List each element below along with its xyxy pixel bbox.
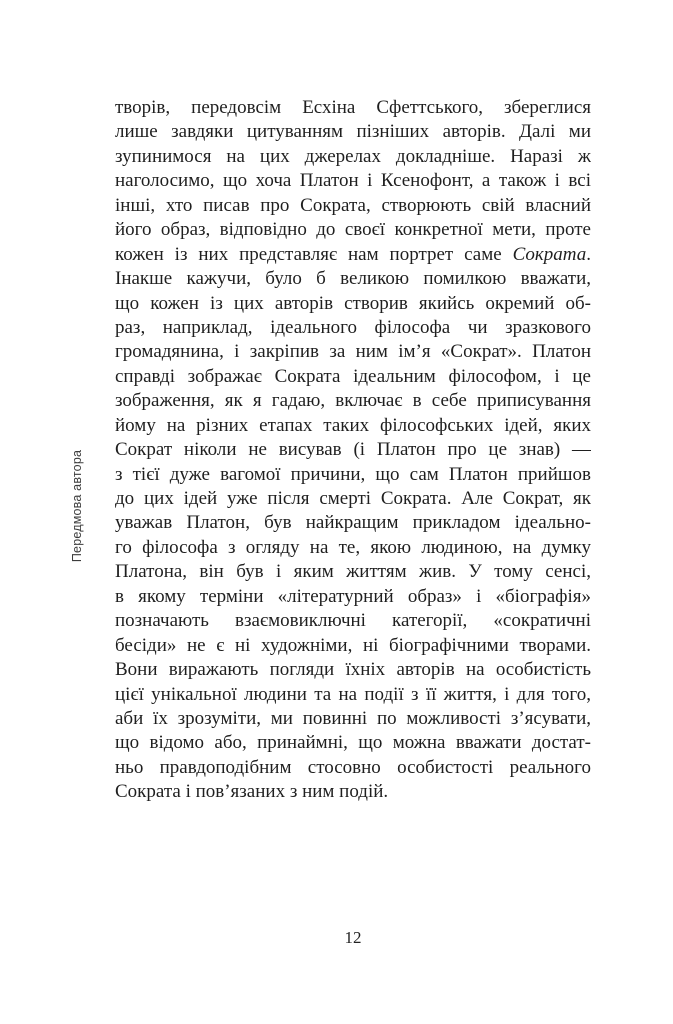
text-line [115, 169, 591, 193]
text-line [115, 96, 591, 120]
text-line [115, 511, 591, 535]
text-line [115, 683, 591, 707]
text-segment: го філософа з огляду на те, якою людиною, на думку [115, 536, 591, 558]
text-segment: аби їх зрозуміти, ми повинні по можливості з’ясувати, [115, 707, 591, 729]
text-segment: громадянина, і закріпив за ним ім’я «Сократ». Платон [115, 341, 591, 363]
text-segment: бесіди» не є ні художніми, ні біографічними творами. [115, 634, 591, 656]
text-line [115, 340, 591, 364]
text-line [115, 536, 591, 560]
text-segment: з тієї дуже вагомої причини, що сам Платон прийшов [115, 463, 591, 485]
text-segment: Інакше кажучи, було б великою помилкою вважати, [115, 268, 591, 290]
text-segment: Платона, він був і яким життям жив. У тому сенсі, [115, 561, 591, 583]
text-line [115, 780, 591, 804]
text-segment: інші, хто писав про Сократа, створюють свій власний [115, 194, 591, 216]
text-segment: лише завдяки цитуванням пізніших авторів. Далі ми [115, 121, 591, 143]
text-segment: . [586, 243, 591, 265]
text-segment: справді зображає Сократа ідеальним філософом, і це [115, 365, 591, 387]
text-line [115, 560, 591, 584]
text-segment: Вони виражають погляди їхніх авторів на особистість [115, 659, 591, 681]
text-line [115, 243, 591, 267]
text-line [115, 194, 591, 218]
text-line [115, 145, 591, 169]
text-segment: ньо правдоподібним стосовно особистості реального [115, 756, 591, 778]
text-segment: йому на різних етапах таких філософських ідей, яких [115, 414, 591, 436]
text-line [115, 585, 591, 609]
text-line [115, 756, 591, 780]
text-segment: кожен із них представляє нам портрет саме [115, 243, 513, 265]
text-segment: Сократа і пов’язаних з ним подій. [115, 781, 389, 803]
text-segment: цієї унікальної людини та на події з її життя, і для того, [115, 683, 591, 705]
text-segment: що відомо або, принаймні, що можна вважати достат- [115, 732, 591, 754]
text-segment: до цих ідей уже після смерті Сократа. Але Сократ, як [115, 488, 591, 509]
text-line [115, 218, 591, 242]
text-line [115, 731, 591, 755]
text-line [115, 292, 591, 316]
text-line [115, 120, 591, 144]
body-text [115, 96, 591, 805]
text-line [115, 438, 591, 462]
text-line [115, 487, 591, 511]
sidebar-section-label: Передмова автора [70, 449, 84, 563]
text-line [115, 365, 591, 389]
text-line [115, 316, 591, 340]
text-segment: наголосимо, що хоча Платон і Ксенофонт, а також і всі [115, 170, 591, 192]
text-line [115, 463, 591, 487]
text-line [115, 634, 591, 658]
page-number: 12 [344, 928, 362, 947]
text-line [115, 267, 591, 291]
text-segment: в якому терміни «літературний образ» і «біографія» [115, 585, 591, 607]
text-line [115, 609, 591, 633]
text-segment: його образ, відповідно до своєї конкретної мети, проте [115, 219, 591, 241]
text-segment: творів, передовсім Есхіна Сфеттського, збереглися [115, 97, 591, 118]
text-segment: Сократ ніколи не висував (і Платон про це знав) — [115, 439, 591, 461]
text-segment: раз, наприклад, ідеального філософа чи зразкового [115, 316, 591, 338]
text-segment: позначають взаємовиключні категорії, «сократичні [115, 610, 591, 632]
text-segment: зупинимося на цих джерелах докладніше. Наразі ж [115, 145, 591, 167]
text-line [115, 389, 591, 413]
text-line [115, 414, 591, 438]
text-line [115, 707, 591, 731]
text-segment: що кожен із цих авторів створив якийсь окремий об- [115, 292, 591, 314]
text-line [115, 658, 591, 682]
text-segment: уважав Платон, був найкращим прикладом ідеально- [115, 512, 591, 534]
text-segment: зображення, як я гадаю, включає в себе приписування [115, 390, 591, 412]
emphasized-text: Сократа [512, 243, 587, 265]
